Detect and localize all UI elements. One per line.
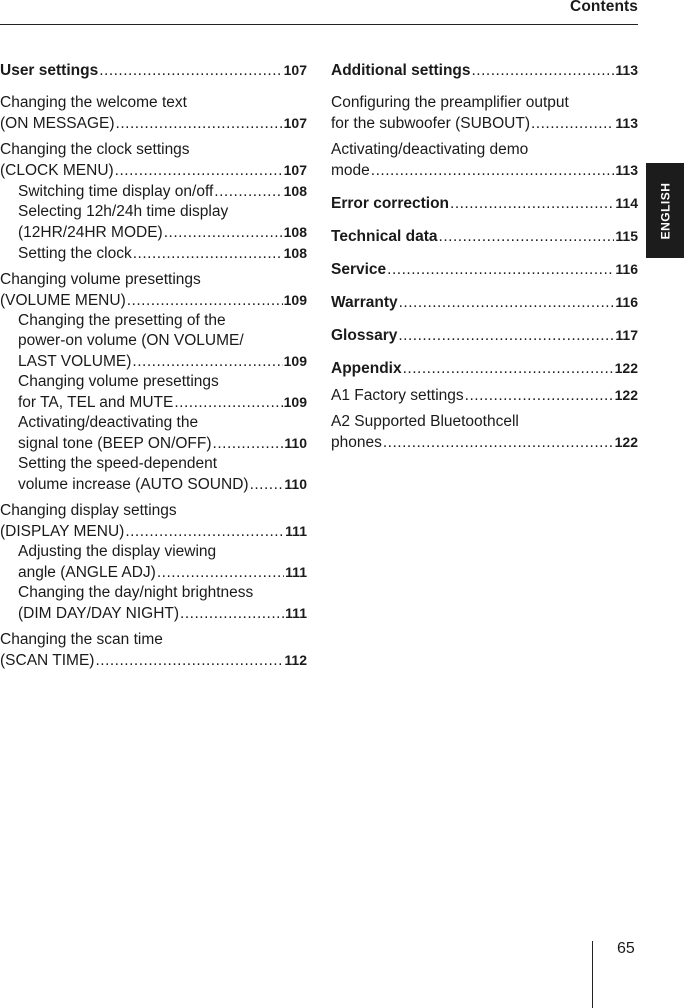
toc-title: Additional settings: [331, 62, 471, 79]
toc-text: volume increase (AUTO SOUND): [18, 476, 249, 493]
toc-page: 113: [615, 115, 638, 131]
toc-page: 108: [283, 183, 307, 199]
toc-entry-technical-data[interactable]: [331, 226, 638, 247]
toc-text: Adjusting the display viewing: [18, 543, 217, 560]
toc-subentry-setting-clock[interactable]: [0, 243, 307, 264]
toc-entry-welcome[interactable]: [0, 93, 307, 134]
toc-entry-user-settings[interactable]: [0, 60, 307, 81]
toc-subentry-brightness[interactable]: [0, 583, 307, 624]
toc-text: Changing volume presettings: [0, 271, 201, 288]
toc-subentry-angle[interactable]: [0, 542, 307, 583]
toc-text: for the subwoofer (SUBOUT): [331, 115, 530, 132]
toc-page: 109: [283, 292, 307, 308]
toc-page: 107: [283, 62, 307, 78]
toc-text: Changing the day/night brightness: [18, 584, 254, 601]
toc-text: phones: [331, 434, 382, 451]
toc-text: power-on volume (ON VOLUME/: [18, 332, 244, 349]
toc-page: 122: [614, 387, 638, 403]
toc-page: 108: [283, 245, 307, 261]
toc-text: Activating/deactivating the: [18, 414, 199, 431]
toc-entry-volume[interactable]: [0, 270, 307, 495]
toc-text: Changing display settings: [0, 502, 177, 519]
toc-title: Appendix: [331, 360, 402, 377]
toc-text: (DIM DAY/DAY NIGHT): [18, 605, 180, 622]
toc-text: (12HR/24HR MODE): [18, 224, 163, 241]
leader-dots: [99, 61, 282, 81]
toc-page: 111: [285, 523, 307, 539]
toc-text: A2 Supported Bluetoothcell: [331, 413, 519, 430]
toc-text: LAST VOLUME): [18, 353, 132, 370]
toc-page: 115: [615, 228, 638, 244]
toc-entry-a1[interactable]: [331, 385, 638, 406]
toc-page: 107: [283, 162, 307, 178]
toc-entry-demo[interactable]: [331, 140, 638, 181]
toc-text: (VOLUME MENU): [0, 292, 126, 309]
toc-entry-scan-time[interactable]: [0, 630, 307, 671]
toc-text: Changing the scan time: [0, 631, 163, 648]
toc-text: for TA, TEL and MUTE: [18, 394, 174, 411]
toc-text: mode: [331, 162, 370, 179]
toc-page: 111: [285, 564, 307, 580]
toc-subentry-auto-sound[interactable]: [0, 454, 307, 495]
header-rule: [0, 24, 638, 25]
toc-page: 109: [283, 394, 307, 410]
toc-title: Error correction: [331, 195, 450, 212]
toc-left-column: [0, 60, 307, 677]
toc-subentry-ta-tel-mute[interactable]: [0, 372, 307, 413]
toc-text: (DISPLAY MENU): [0, 523, 125, 540]
footer-rule: [592, 941, 593, 1008]
toc-text: (CLOCK MENU): [0, 162, 114, 179]
toc-page: 112: [284, 652, 307, 668]
toc-entry-additional-settings[interactable]: [331, 60, 638, 81]
toc-entry-warranty[interactable]: [331, 292, 638, 313]
toc-subentry-time-display[interactable]: [0, 181, 307, 202]
language-tab-label: ENGLISH: [658, 182, 672, 239]
toc-page: 110: [284, 435, 307, 451]
toc-text: Configuring the preamplifier output: [331, 94, 569, 111]
toc-title: User settings: [0, 62, 99, 79]
toc-page: 122: [614, 360, 638, 376]
toc-page: 107: [283, 115, 307, 131]
toc-text: Setting the clock: [18, 245, 132, 262]
toc-text: Changing the clock settings: [0, 141, 190, 158]
toc-text: Selecting 12h/24h time display: [18, 203, 229, 220]
toc-title: Warranty: [331, 294, 398, 311]
toc-text: angle (ANGLE ADJ): [18, 564, 156, 581]
toc-subentry-12-24[interactable]: [0, 202, 307, 243]
toc-page: 111: [285, 605, 307, 621]
toc-entry-glossary[interactable]: [331, 325, 638, 346]
toc-right-column: [331, 60, 638, 459]
page-header-title: Contents: [570, 0, 638, 15]
toc-page: 113: [615, 162, 638, 178]
toc-entry-appendix[interactable]: [331, 358, 638, 379]
toc-entry-a2[interactable]: [331, 412, 638, 453]
toc-page: 109: [283, 353, 307, 369]
toc-page: 116: [615, 294, 638, 310]
toc-text: Changing the presetting of the: [18, 312, 226, 329]
toc-text: A1 Factory settings: [331, 387, 464, 404]
toc-entry-preamp[interactable]: [331, 93, 638, 134]
toc-title: Service: [331, 261, 387, 278]
toc-page: 113: [615, 62, 638, 78]
toc-title: Technical data: [331, 228, 438, 245]
toc-text: Changing the welcome text: [0, 94, 187, 111]
toc-page: 122: [614, 434, 638, 450]
toc-subentry-power-on-volume[interactable]: [0, 311, 307, 372]
page-number: 65: [617, 940, 635, 957]
toc-text: signal tone (BEEP ON/OFF): [18, 435, 212, 452]
toc-page: 116: [615, 261, 638, 277]
toc-entry-service[interactable]: [331, 259, 638, 280]
toc-subentry-beep[interactable]: [0, 413, 307, 454]
toc-page: 114: [615, 195, 638, 211]
toc-entry-clock[interactable]: [0, 140, 307, 264]
toc-title: Glossary: [331, 327, 398, 344]
toc-text: Switching time display on/off: [18, 183, 214, 200]
toc-page: 108: [283, 224, 307, 240]
language-tab: [646, 163, 684, 258]
toc-text: Setting the speed-dependent: [18, 455, 218, 472]
toc-entry-error-correction[interactable]: [331, 193, 638, 214]
toc-text: Activating/deactivating demo: [331, 141, 529, 158]
toc-page: 117: [615, 327, 638, 343]
toc-text: (SCAN TIME): [0, 652, 95, 669]
toc-text: (ON MESSAGE): [0, 115, 115, 132]
toc-text: Changing volume presettings: [18, 373, 219, 390]
toc-entry-display[interactable]: [0, 501, 307, 624]
toc-page: 110: [284, 476, 307, 492]
